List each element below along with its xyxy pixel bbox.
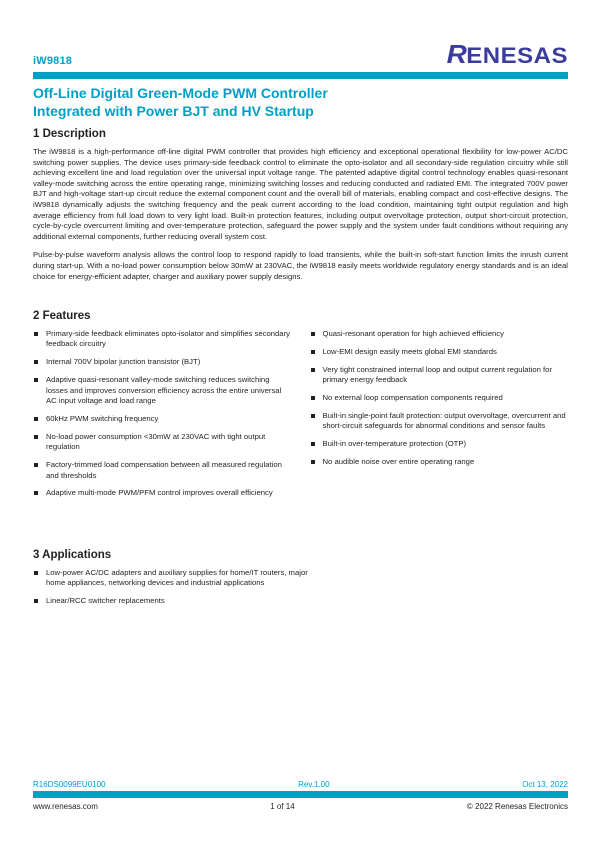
- footer-divider-bar: [33, 791, 568, 798]
- feature-item: No audible noise over entire operating range: [310, 457, 569, 467]
- feature-item: Internal 700V bipolar junction transistor (BJT): [33, 357, 292, 367]
- document-title: [33, 84, 513, 120]
- features-section: [33, 310, 568, 506]
- footer-doc-number: R16DS0099EU0100: [33, 780, 106, 789]
- feature-item: 60kHz PWM switching frequency: [33, 414, 292, 424]
- footer-date: Oct 13, 2022: [522, 780, 568, 789]
- document-title-line2: Integrated with Power BJT and HV Startup: [33, 103, 314, 119]
- applications-heading: 3 Applications: [33, 549, 112, 561]
- applications-section: [33, 549, 313, 614]
- feature-item: Built-in over-temperature protection (OTP): [310, 439, 569, 449]
- part-number: iW9818: [33, 55, 73, 67]
- feature-item: Very tight constrained internal loop and output current regulation for primary energy feedback: [310, 365, 569, 386]
- features-heading: 2 Features: [33, 310, 91, 322]
- feature-item: Low-EMI design easily meets global EMI standards: [310, 347, 569, 357]
- description-paragraph-1: The iW9818 is a high-performance off-line digital PWM controller that provides high efficiency and exceptional operational flexibility for low-power AC/DC switching power supplies. The device uses primary-side feedback control to eliminate the opto-isolator and all secondary-side regulation circuitry while still achieving excellent line and load regulation over the universal input voltage range. The patented adaptive digital control technology enables quasi-resonant valley-mode switching across the entire operating range, minimizing switching losses and reducing conducted and radiated EMI. The integrated 700V power BJT and high-voltage start-up circuit reduce the external component count and the overall bill of materials, enabling compact and cost-effective designs. The iW9818 dynamically adjusts the switching frequency and the peak current according to the load condition, maintaining tight output regulation and high average efficiency from full load down to very light load. Built-in protection features, including output overvoltage protection, output short-circuit protection, cycle-by-cycle overcurrent limiting and over-temperature protection, safeguard the power supply and the system under fault conditions without requiring any additional external components, further reducing overall system cost.: [33, 147, 568, 241]
- feature-item: No-load power consumption <30mW at 230VAC with tight output regulation: [33, 432, 292, 453]
- application-item: Low-power AC/DC adapters and auxiliary supplies for home/IT routers, major home appliances, networking devices and industrial applications: [33, 568, 313, 589]
- feature-item: No external loop compensation components required: [310, 393, 569, 403]
- renesas-logo: [447, 40, 568, 69]
- page-footer: [33, 780, 568, 811]
- renesas-logo-text: ENESAS: [466, 43, 568, 69]
- renesas-logo-r-glyph: R: [446, 40, 468, 69]
- header-divider-bar: [33, 72, 568, 79]
- description-section: [33, 128, 568, 290]
- features-left-column: [33, 329, 292, 506]
- footer-copyright: © 2022 Renesas Electronics: [466, 802, 568, 811]
- footer-revision: Rev.1.00: [298, 780, 330, 789]
- description-paragraph-2: Pulse-by-pulse waveform analysis allows the control loop to respond rapidly to load transients, while the built-in soft-start function limits the inrush current during start-up. With a no-load power consumption below 30mW at 230VAC, the iW9818 easily meets worldwide regulatory energy standards and is an ideal choice for energy-efficient adapter, charger and auxiliary power supply designs.: [33, 250, 568, 281]
- feature-item: Built-in single-point fault protection: output overvoltage, overcurrent and short-circuit safeguards for abnormal conditions and sensor faults: [310, 411, 569, 432]
- application-item: Linear/RCC switcher replacements: [33, 596, 313, 606]
- feature-item: Primary-side feedback eliminates opto-isolator and simplifies secondary feedback circuitry: [33, 329, 292, 350]
- document-title-line1: Off-Line Digital Green-Mode PWM Controller: [33, 85, 328, 101]
- footer-page-number: 1 of 14: [270, 802, 295, 811]
- feature-item: Adaptive quasi-resonant valley-mode switching reduces switching losses and improves conversion efficiency across the entire universal AC input voltage and load range: [33, 375, 292, 406]
- features-right-column: [310, 329, 569, 506]
- description-heading: 1 Description: [33, 128, 106, 140]
- feature-item: Quasi-resonant operation for high achieved efficiency: [310, 329, 569, 339]
- feature-item: Adaptive multi-mode PWM/PFM control improves overall efficiency: [33, 488, 292, 498]
- feature-item: Factory-trimmed load compensation between all measured regulation and thresholds: [33, 460, 292, 481]
- footer-website-link[interactable]: www.renesas.com: [33, 802, 98, 811]
